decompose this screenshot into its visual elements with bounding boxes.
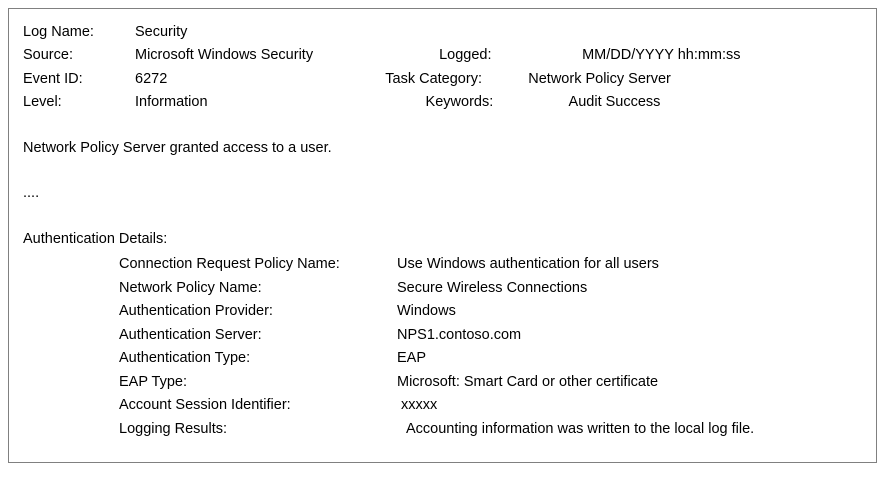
task-category-pair <box>167 68 671 91</box>
authentication-type-label: Authentication Type: <box>119 350 251 367</box>
event-header-row-level <box>23 91 862 114</box>
detail-row <box>23 277 862 300</box>
detail-row <box>23 347 862 370</box>
authentication-type-value: EAP <box>397 350 427 367</box>
log-name-label: Log Name: <box>23 24 94 40</box>
level-value: Information <box>135 94 208 111</box>
event-header-row-log-name <box>23 21 862 44</box>
detail-row <box>23 253 862 276</box>
event-header-fields <box>23 21 862 115</box>
authentication-details-list <box>23 253 862 441</box>
event-id-label: Event ID: <box>23 70 83 87</box>
account-session-identifier-label: Account Session Identifier: <box>119 397 291 414</box>
keywords-value: Audit Success <box>568 94 661 111</box>
logged-label: Logged: <box>439 47 492 64</box>
log-name-value: Security <box>135 24 188 40</box>
task-category-label: Task Category: <box>385 70 482 87</box>
event-header-row-event-id <box>23 68 862 91</box>
source-label: Source: <box>23 47 73 64</box>
event-truncation-ellipsis: .... <box>23 185 40 202</box>
eap-type-label: EAP Type: <box>119 373 187 390</box>
event-header-row-source <box>23 44 862 67</box>
detail-row <box>23 300 862 323</box>
detail-row <box>23 324 862 347</box>
source-value: Microsoft Windows Security <box>135 47 314 64</box>
event-description: Network Policy Server granted access to a user. <box>23 139 332 156</box>
logged-value: MM/DD/YYYY hh:mm:ss <box>582 47 741 64</box>
task-category-value: Network Policy Server <box>528 70 671 87</box>
event-detail-body <box>9 9 876 441</box>
connection-request-policy-name-value: Use Windows authentication for all users <box>397 256 659 273</box>
authentication-server-label: Authentication Server: <box>119 326 262 343</box>
network-policy-name-label: Network Policy Name: <box>119 279 262 296</box>
authentication-details-title: Authentication Details: <box>23 230 168 247</box>
eap-type-value: Microsoft: Smart Card or other certificate <box>397 373 659 390</box>
event-id-value: 6272 <box>135 70 168 87</box>
logged-pair <box>313 44 740 67</box>
keywords-label: Keywords: <box>425 94 494 111</box>
level-label: Level: <box>23 94 62 111</box>
logging-results-value: Accounting information was written to the local log file. <box>406 420 755 437</box>
detail-row <box>23 418 862 441</box>
authentication-server-value: NPS1.contoso.com <box>397 326 522 343</box>
keywords-pair <box>208 91 661 114</box>
authentication-provider-value: Windows <box>397 303 456 320</box>
authentication-provider-label: Authentication Provider: <box>119 303 273 320</box>
connection-request-policy-name-label: Connection Request Policy Name: <box>119 256 340 273</box>
account-session-identifier-value: xxxxx <box>401 397 438 414</box>
logging-results-label: Logging Results: <box>119 420 228 437</box>
detail-row <box>23 371 862 394</box>
detail-row <box>23 394 862 417</box>
event-detail-card <box>8 8 877 463</box>
network-policy-name-value: Secure Wireless Connections <box>397 279 588 296</box>
